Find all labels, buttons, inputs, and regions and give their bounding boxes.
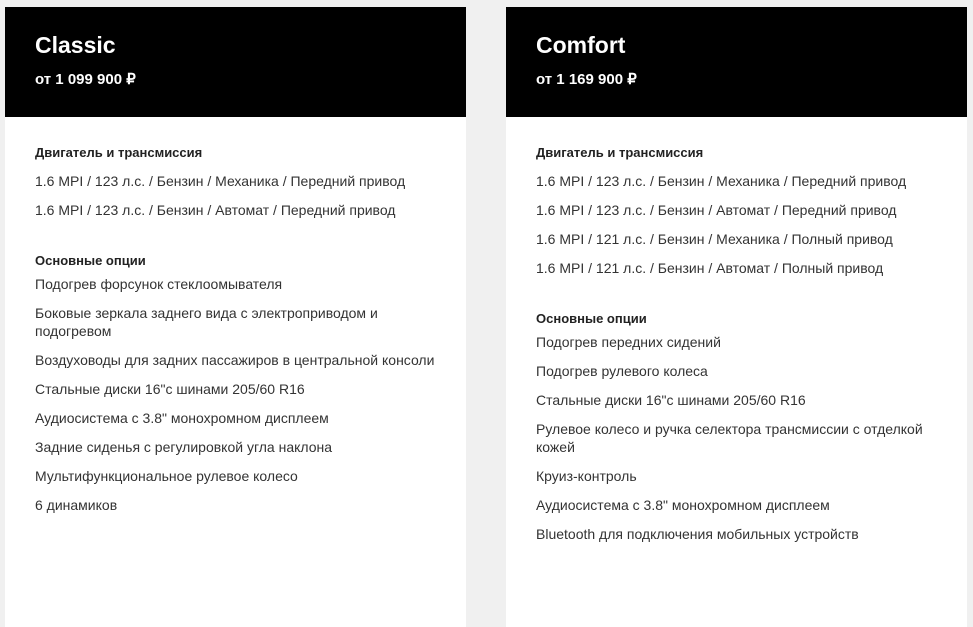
- option-item: Воздуховоды для задних пассажиров в центральной консоли: [35, 352, 435, 368]
- option-item: Bluetooth для подключения мобильных устройств: [536, 526, 859, 542]
- trim-body: [5, 117, 466, 514]
- option-item: Стальные диски 16"с шинами 205/60 R16: [536, 392, 806, 408]
- option-item: Рулевое колесо и ручка селектора трансмиссии с отделкой кожей: [536, 421, 923, 455]
- engine-heading: Двигатель и трансмиссия: [35, 145, 203, 160]
- option-item: Боковые зеркала заднего вида с электроприводом и подогревом: [35, 305, 378, 339]
- option-item: Круиз-контроль: [536, 468, 637, 484]
- trim-price: от 1 099 900 ₽: [35, 71, 136, 88]
- engine-item: 1.6 MPI / 121 л.с. / Бензин / Автомат / Полный привод: [536, 260, 884, 276]
- engine-item: 1.6 MPI / 123 л.с. / Бензин / Автомат / Передний привод: [35, 202, 396, 218]
- option-item: Задние сиденья с регулировкой угла наклона: [35, 439, 333, 455]
- options-heading: Основные опции: [35, 253, 146, 268]
- engine-heading: Двигатель и трансмиссия: [536, 145, 704, 160]
- option-item: Подогрев передних сидений: [536, 334, 721, 350]
- engine-item: 1.6 MPI / 123 л.с. / Бензин / Механика / Передний привод: [536, 173, 907, 189]
- engine-section: [536, 145, 937, 277]
- option-item: Подогрев рулевого колеса: [536, 363, 708, 379]
- trim-header: [506, 7, 967, 117]
- option-item: 6 динамиков: [35, 497, 118, 513]
- option-item: Подогрев форсунок стеклоомывателя: [35, 276, 283, 292]
- options-section: [35, 253, 436, 514]
- trim-body: [506, 117, 967, 543]
- option-item: Мультифункциональное рулевое колесо: [35, 468, 298, 484]
- option-item: Стальные диски 16"с шинами 205/60 R16: [35, 381, 305, 397]
- engine-item: 1.6 MPI / 123 л.с. / Бензин / Механика / Передний привод: [35, 173, 406, 189]
- trim-title: Classic: [35, 32, 116, 58]
- trim-title: Comfort: [536, 32, 626, 58]
- engine-section: [35, 145, 436, 219]
- options-section: [536, 311, 937, 543]
- option-item: Аудиосистема с 3.8" монохромном дисплеем: [35, 410, 329, 426]
- option-item: Аудиосистема с 3.8" монохромном дисплеем: [536, 497, 830, 513]
- engine-item: 1.6 MPI / 121 л.с. / Бензин / Механика / Полный привод: [536, 231, 893, 247]
- engine-item: 1.6 MPI / 123 л.с. / Бензин / Автомат / Передний привод: [536, 202, 897, 218]
- options-heading: Основные опции: [536, 311, 647, 326]
- trim-card-classic: [5, 7, 466, 627]
- trim-card-comfort: [506, 7, 967, 627]
- trim-price: от 1 169 900 ₽: [536, 71, 637, 88]
- trim-header: [5, 7, 466, 117]
